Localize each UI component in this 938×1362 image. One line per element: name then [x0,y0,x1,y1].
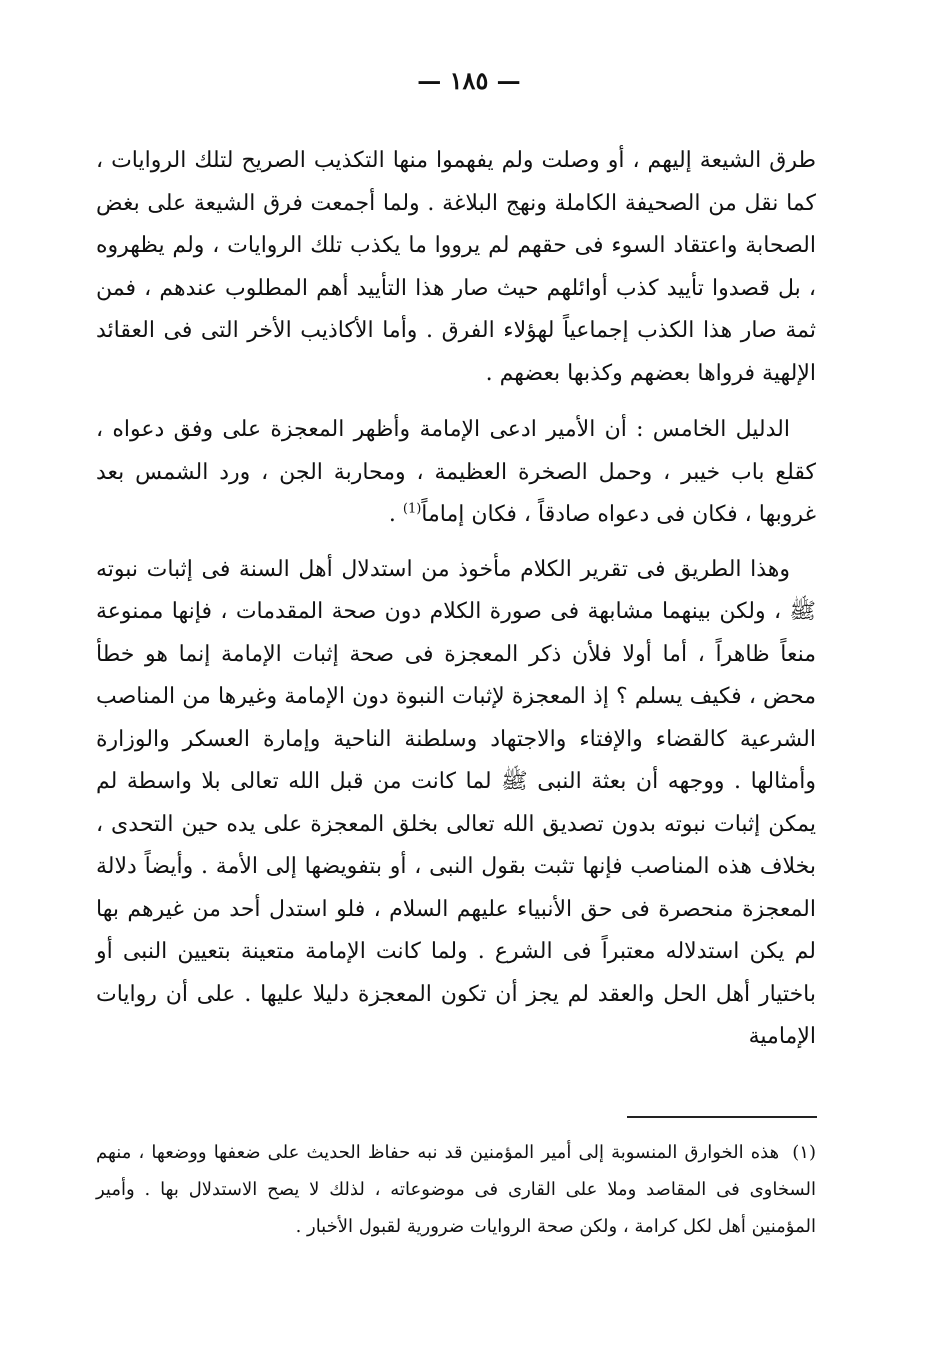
paragraph-3: وهذا الطريق فى تقرير الكلام مأخوذ من استدلال أهل السنة فى إثبات نبوته ﷺ ، ولكن بينهما مشابهة فى صورة الكلام دون صحة المقدمات ، فإنها ممنوعة منعاً ظاهراً ، أما أولا فلأن ذكر المعجزة فى صحة إثبات الإمامة إنما هو خطأ محض ، فكيف يسلم ؟ إذ المعجزة لإثبات النبوة دون الإمامة وغيرها من المناصب الشرعية كالقضاء والإفتاء والاجتهاد وسلطنة الناحية وإمارة العسكر والوزارة وأمثالها . ووجهه أن بعثة النبى ﷺ لما كانت من قبل الله تعالى بلا واسطة لم يمكن إثبات نبوته بدون تصديق الله تعالى بخلق المعجزة على يده حين التحدى ، بخلاف هذه المناصب فإنها تثبت بقول النبى ، أو بتفويضها إلى الأمة . وأيضاً دلالة المعجزة منحصرة فى حق الأنبياء عليهم السلام ، فلو استدل أحد من غيرهم بها لم يكن استدلاله معتبراً فى الشرع . ولما كانت الإمامة متعينة بتعيين النبى أو باختيار أهل الحل والعقد لم يجز أن تكون المعجزة دليلا عليها . على أن روايات الإمامية [96,556,816,1049]
footnote-reference[interactable]: (1) [402,501,422,517]
footnote [96,1134,816,1245]
footnote-text: هذه الخوارق المنسوبة إلى أمير المؤمنين قد نبه حفاظ الحديث على ضعفها ووضعها ، منهم السخاوى فى المقاصد وملا على القارى فى موضوعاته ، لذلك لا يصح الاستدلال بها . وأمير المؤمنين أهل لكل كرامة ، ولكن صحة الروايات ضرورية لقبول الأخبار . [96,1142,817,1237]
paragraph-2 [96,409,816,537]
paragraph-2-tail: . [388,502,403,527]
main-text [96,140,816,1059]
footnote-number: (١) [792,1142,816,1163]
footnote-divider [627,1116,817,1118]
paragraph-1: طرق الشيعة إليهم ، أو وصلت ولم يفهموا منها التكذيب الصريح لتلك الروايات ، كما نقل من الصحيفة الكاملة ونهج البلاغة . ولما أجمعت فرق الشيعة على بغض الصحابة واعتقاد السوء فى حقهم لم يرووا ما يكذب تلك الروايات ، ولم يظهروه ، بل قصدوا تأييد كذب أوائلهم حيث صار هذا التأييد أهم المطلوب عندهم ، فمن ثمة صار هذا الكذب إجماعياً لهؤلاء الفرق . وأما الأكاذيب الأخر التى فى العقائد الإلهية فرواها بعضهم وكذبها بعضهم . [96,148,816,386]
paragraph-2-text: الدليل الخامس : أن الأمير ادعى الإمامة وأظهر المعجزة على وفق دعواه ، كقلع باب خيبر ، وحمل الصخرة العظيمة ، ومحاربة الجن ، ورد الشمس بعد غروبها ، فكان فى دعواه صادقاً ، فكان إماماً [96,417,816,527]
page-number: — ١٨٥ — [417,66,521,95]
